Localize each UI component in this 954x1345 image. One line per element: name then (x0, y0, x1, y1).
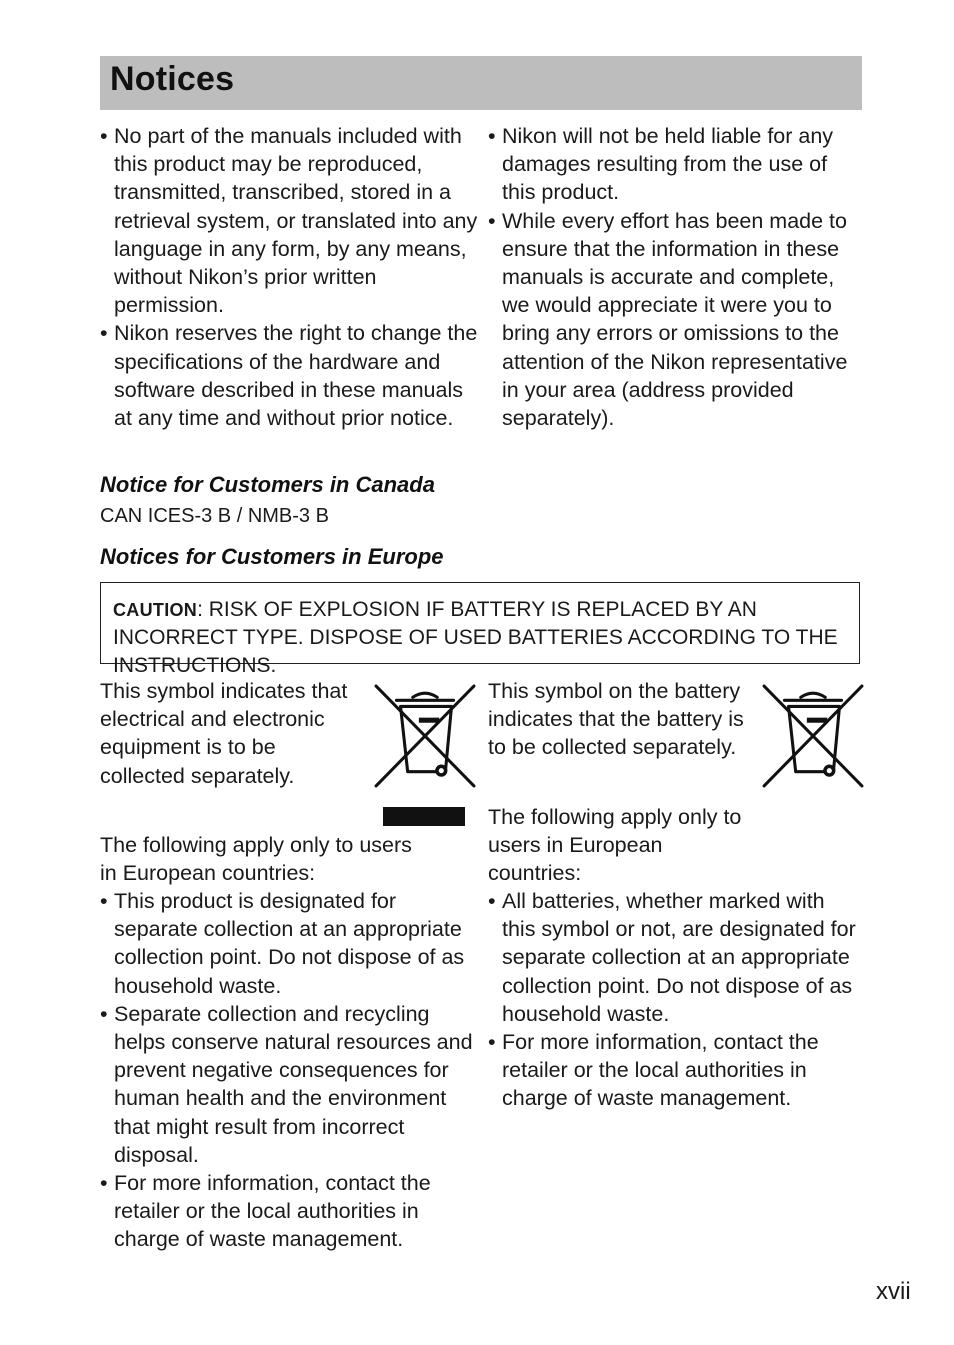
europe-right-symbol-text: This symbol on the battery indicates that the battery is to be collected separately. (488, 679, 744, 760)
canada-compliance-text: CAN ICES-3 B / NMB-3 B (100, 505, 329, 527)
list-item: • Nikon will not be held liable for any damages resulting from the use of this product. (488, 122, 860, 207)
canada-heading: Notice for Customers in Canada (100, 472, 435, 497)
top-left-column (100, 122, 478, 432)
caution-box (100, 582, 860, 677)
europe-right-bullets (488, 887, 862, 1113)
caution-label: CAUTION (113, 600, 198, 620)
list-item: • No part of the manuals included with this product may be reproduced, transmitted, transcribed, stored in a retrieval system, or translated into any language in any form, by any means, without Nikon’s prior written permission. (100, 122, 478, 319)
list-item: • Nikon reserves the right to change the specifications of the hardware and software described in these manuals at any time and without prior notice. (100, 319, 478, 432)
list-item: • Separate collection and recycling helps conserve natural resources and prevent negative consequences for human health and the environment that might result from incorrect disposal. (100, 1000, 478, 1169)
caution-text (113, 596, 853, 680)
list-item: • For more information, contact the retailer or the local authorities in charge of waste management. (100, 1169, 478, 1254)
top-right-column (488, 122, 860, 432)
europe-left-symbol-text: This symbol indicates that electrical and electronic equipment is to be collected separately. (100, 679, 348, 788)
caution-message: : RISK OF EXPLOSION IF BATTERY IS REPLACED BY AN INCORRECT TYPE. DISPOSE OF USED BATTERIES ACCORDING TO THE INSTRUCTIONS. (113, 598, 838, 677)
list-item: • This product is designated for separate collection at an appropriate collection point. Do not dispose of as household waste. (100, 887, 478, 1000)
europe-left-bullets (100, 887, 478, 1254)
list-item: • For more information, contact the retailer or the local authorities in charge of waste management. (488, 1028, 862, 1113)
list-item: • All batteries, whether marked with this symbol or not, are designated for separate collection at an appropriate collection point. Do not dispose of as household waste. (488, 887, 862, 1028)
page-number: xvii (876, 1278, 911, 1305)
notices-header-bar (100, 56, 862, 110)
list-item: • While every effort has been made to ensure that the information in these manuals is accurate and complete, we would appreciate it were you to bring any errors or omissions to the attention of the Nikon representative in your area (address provided separately). (488, 207, 860, 433)
page-title: Notices (110, 60, 235, 98)
crossed-out-wheelie-bin-icon (374, 684, 476, 788)
crossed-out-wheelie-bin-icon (762, 684, 864, 788)
europe-left-apply-text: The following apply only to users in European countries: (100, 833, 412, 886)
europe-right-apply-text: The following apply only to users in European countries: (488, 805, 742, 886)
europe-heading: Notices for Customers in Europe (100, 544, 444, 569)
separate-collection-bar (383, 807, 465, 826)
